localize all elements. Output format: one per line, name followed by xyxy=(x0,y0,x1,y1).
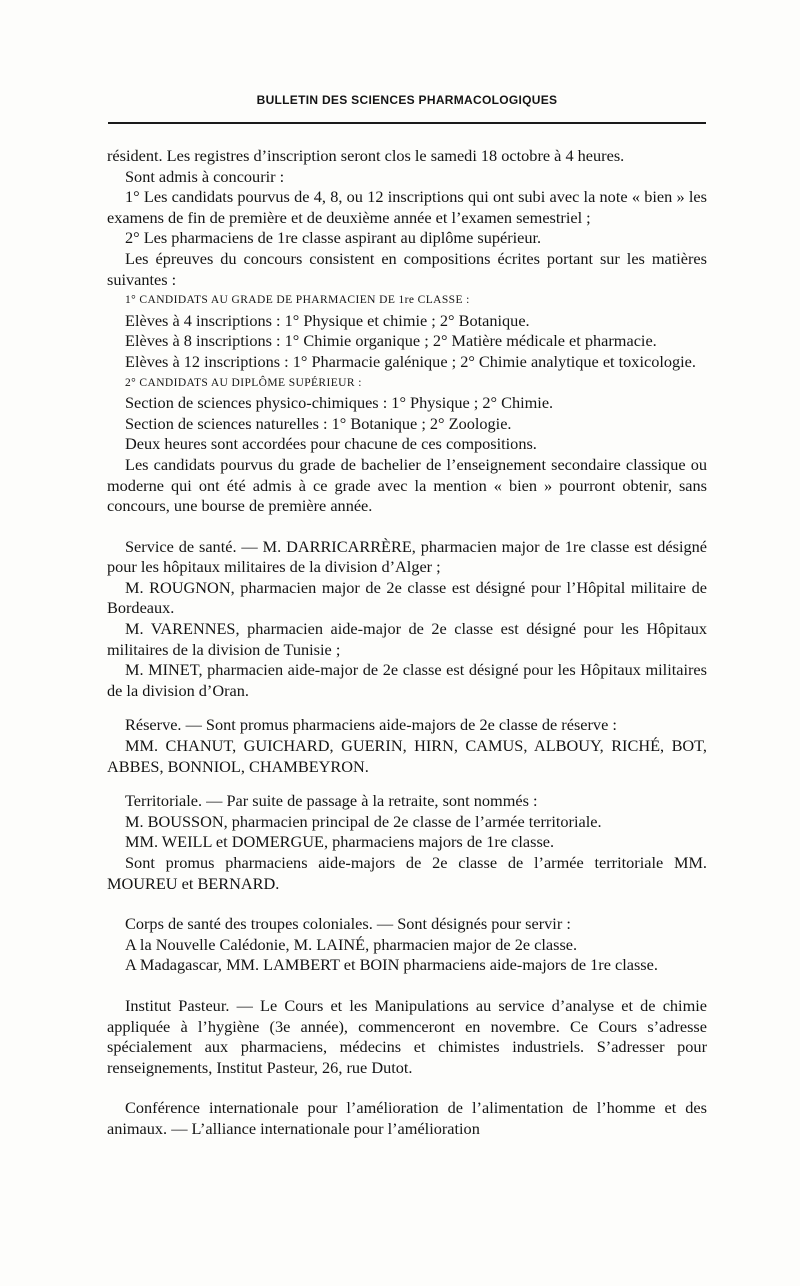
paragraph: M. BOUSSON, pharmacien principal de 2e classe de l’armée territoriale. xyxy=(125,811,602,831)
paragraph: 2° Les pharmaciens de 1re classe aspirant au diplôme supérieur. xyxy=(125,228,542,248)
paragraph: résident. Les registres d’inscription seront clos le samedi 18 octobre à 4 heures. xyxy=(107,146,625,165)
page-body xyxy=(107,146,707,1140)
paragraph: Elèves à 8 inscriptions : 1° Chimie organique ; 2° Matière médicale et pharmacie. xyxy=(125,331,657,351)
paragraph: MM. CHANUT, GUICHARD, GUERIN, HIRN, CAMUS, ALBOUY, RICHÉ, BOT, ABBES, BONNIOL, CHAMBEYRON. xyxy=(107,736,707,776)
paragraph: Les candidats pourvus du grade de bachelier de l’enseignement secondaire classique ou moderne qui ont été admis à ce grade avec la mention « bien » pourront obtenir, sans concours, une bourse de première année. xyxy=(107,454,707,516)
paragraph-territoriale: Territoriale. — Par suite de passage à la retraite, sont nommés : xyxy=(125,791,538,811)
paragraph: M. MINET, pharmacien aide-major de 2e classe est désigné pour les Hôpitaux militaires de la division d’Oran. xyxy=(107,660,707,700)
paragraph: MM. WEILL et DOMERGUE, pharmaciens majors de 1re classe. xyxy=(125,832,555,852)
paragraph: Elèves à 12 inscriptions : 1° Pharmacie galénique ; 2° Chimie analytique et toxicologie. xyxy=(125,351,696,371)
paragraph: Section de sciences naturelles : 1° Botanique ; 2° Zoologie. xyxy=(125,413,512,433)
paragraph: Elèves à 4 inscriptions : 1° Physique et chimie ; 2° Botanique. xyxy=(125,310,530,330)
subheading: 1° CANDIDATS AU GRADE DE PHARMACIEN DE 1re CLASSE : xyxy=(125,294,470,307)
section-institut-pasteur: Institut Pasteur. — Le Cours et les Manipulations au service d’analyse et de chimie appliquée à l’hygiène (3e année), commenceront en novembre. Ce Cours s’adresse spécialement aux pharmaciens, médecins et chimistes industriels. S’adresser pour renseignements, Institut Pasteur, 26, rue Dutot. xyxy=(107,995,707,1077)
paragraph: Les épreuves du concours consistent en compositions écrites portant sur les matières suivantes : xyxy=(107,248,707,289)
subheading: 2° CANDIDATS AU DIPLÔME SUPÉRIEUR : xyxy=(125,376,362,389)
header-rule xyxy=(108,122,706,124)
paragraph: Section de sciences physico-chimiques : 1° Physique ; 2° Chimie. xyxy=(125,393,554,413)
paragraph: 1° Les candidats pourvus de 4, 8, ou 12 inscriptions qui ont subi avec la note « bien » les examens de fin de première et de deuxième année et l’examen semestriel ; xyxy=(107,187,707,227)
paragraph: A Madagascar, MM. LAMBERT et BOIN pharmaciens aide-majors de 1re classe. xyxy=(125,955,658,975)
paragraph: M. VARENNES, pharmacien aide-major de 2e classe est désigné pour les Hôpitaux militaires de la division de Tunisie ; xyxy=(107,619,707,659)
paragraph: M. ROUGNON, pharmacien major de 2e classe est désigné pour l’Hôpital militaire de Bordeaux. xyxy=(107,577,707,618)
paragraph: Deux heures sont accordées pour chacune de ces compositions. xyxy=(125,434,537,454)
paragraph: Sont promus pharmaciens aide-majors de 2e classe de l’armée territoriale MM. MOUREU et BERNARD. xyxy=(107,853,707,893)
running-header: BULLETIN DES SCIENCES PHARMACOLOGIQUES xyxy=(256,93,558,107)
section-conference: Conférence internationale pour l’amélioration de l’alimentation de l’homme et des animaux. — L’alliance internationale pour l’amélioration xyxy=(107,1098,707,1138)
section-corps-de-sante: Corps de santé des troupes coloniales. — Sont désignés pour servir : xyxy=(125,914,571,934)
paragraph-reserve: Réserve. — Sont promus pharmaciens aide-majors de 2e classe de réserve : xyxy=(125,715,617,735)
paragraph: Sont admis à concourir : xyxy=(125,166,285,186)
section-service-de-sante: Service de santé. — M. DARRICARRÈRE, pharmacien major de 1re classe est désigné pour les hôpitaux militaires de la division d’Alger ; xyxy=(107,536,707,577)
paragraph: A la Nouvelle Calédonie, M. LAINÉ, pharmacien major de 2e classe. xyxy=(125,934,578,954)
